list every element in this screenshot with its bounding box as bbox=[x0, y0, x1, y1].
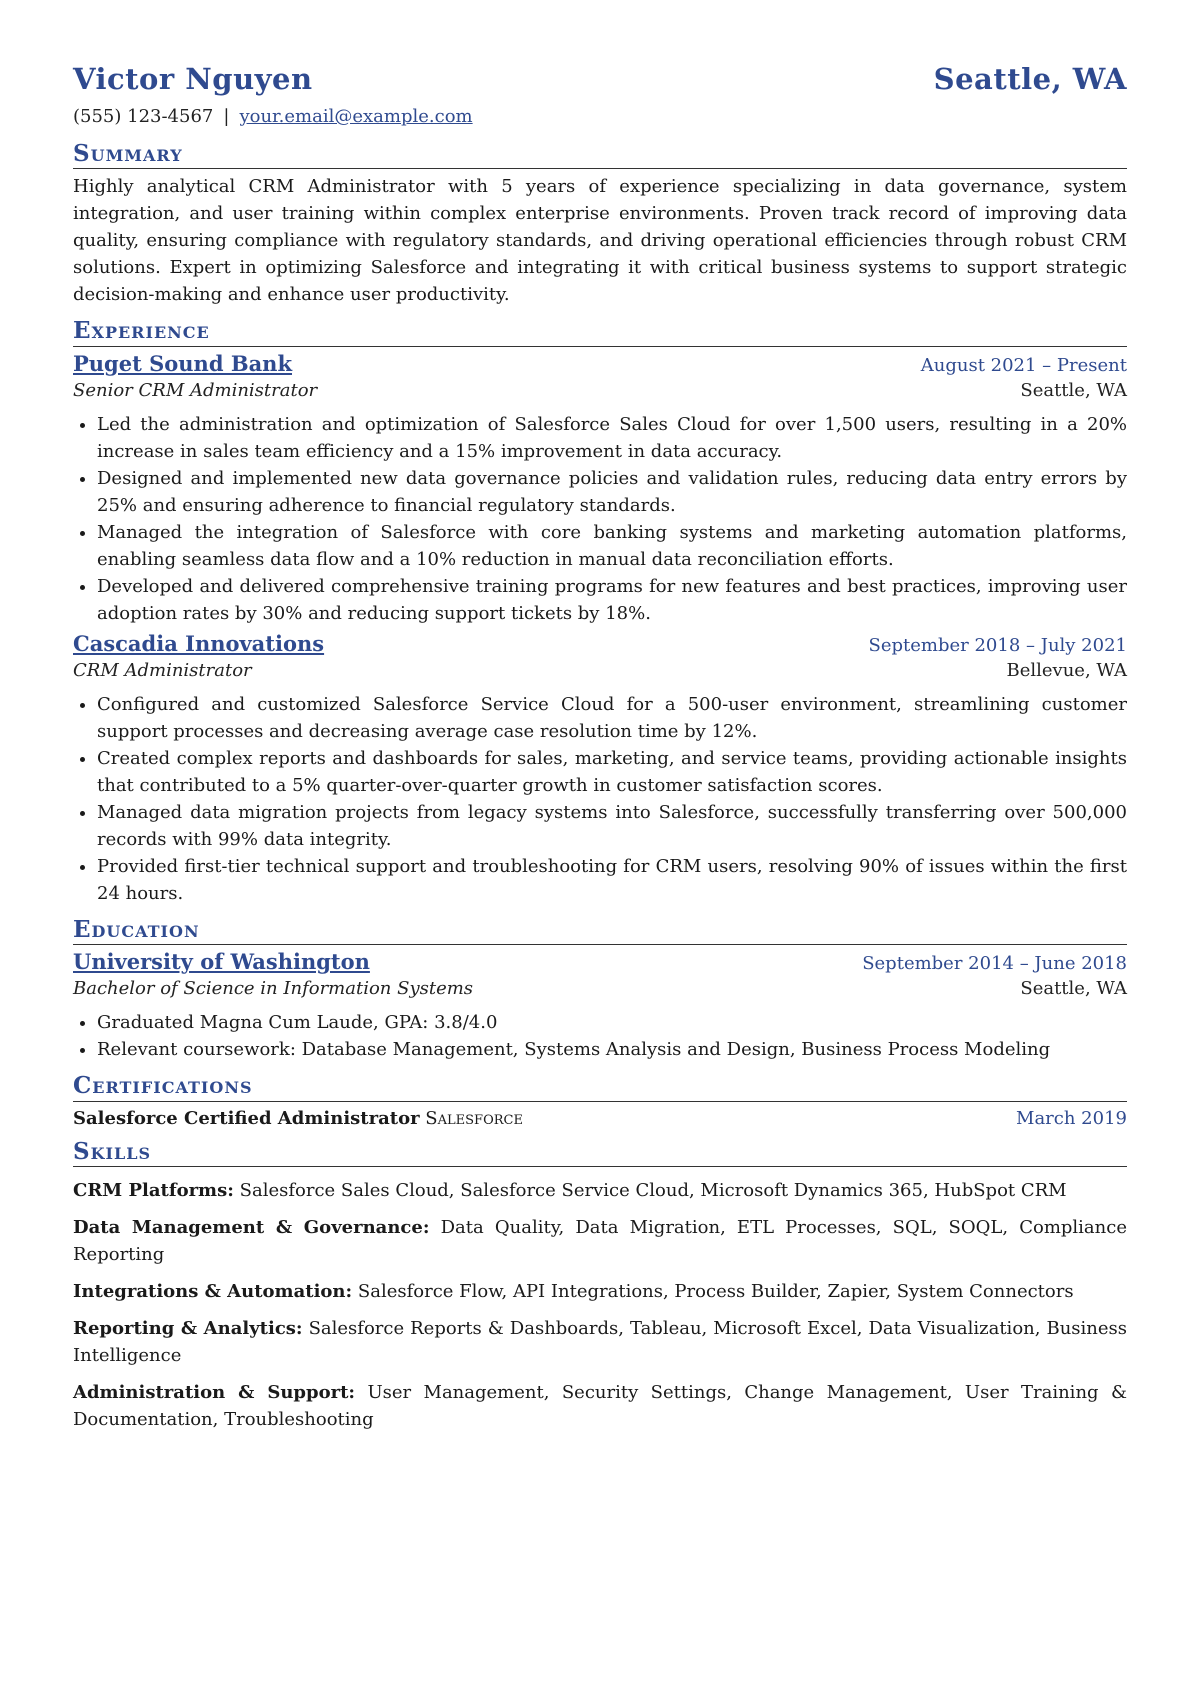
certifications-section bbox=[73, 1073, 1127, 1128]
skill-values: Salesforce Sales Cloud, Salesforce Service Cloud, Microsoft Dynamics 365, HubSpot CRM bbox=[239, 1180, 1067, 1202]
job-bullets bbox=[73, 691, 1127, 907]
section-title-summary: Summary bbox=[73, 141, 1127, 169]
job-header-row bbox=[73, 631, 1127, 656]
bullet-item: • Managed data migration projects from legacy systems into Salesforce, successfully transferring over 500,000 records with 99% data integrity. bbox=[97, 799, 1127, 853]
skill-category: Integrations & Automation: bbox=[73, 1281, 353, 1303]
education-subheader-row bbox=[73, 978, 1127, 999]
skill-values: Data Quality, Data Migration, ETL Processes, SQL, SOQL, Compliance Reporting bbox=[73, 1217, 1127, 1266]
skill-row bbox=[73, 1379, 1127, 1433]
bullet-item: • Developed and delivered comprehensive training programs for new features and best practices, improving user adoption rates by 30% and reducing support tickets by 18%. bbox=[97, 573, 1127, 627]
certification-date: March 2019 bbox=[1016, 1107, 1127, 1129]
job-header-row bbox=[73, 351, 1127, 376]
job-title: CRM Administrator bbox=[73, 659, 252, 681]
summary-section bbox=[73, 141, 1127, 308]
certification-label bbox=[73, 1108, 523, 1129]
job-location: Bellevue, WA bbox=[1006, 659, 1127, 681]
contact-line bbox=[73, 106, 1127, 127]
education-location: Seattle, WA bbox=[1020, 978, 1127, 1000]
education-dates: September 2014 – June 2018 bbox=[862, 953, 1127, 975]
contact-separator: | bbox=[223, 106, 230, 127]
job-dates: September 2018 – July 2021 bbox=[868, 634, 1127, 656]
skill-category: Data Management & Governance: bbox=[73, 1217, 430, 1239]
certification-issuer: Salesforce bbox=[425, 1107, 523, 1129]
certification-row bbox=[73, 1108, 1127, 1129]
section-title-education: Education bbox=[73, 917, 1127, 945]
resume-page bbox=[73, 62, 1127, 1433]
skill-row bbox=[73, 1315, 1127, 1369]
skill-values: Salesforce Reports & Dashboards, Tableau, Microsoft Excel, Data Visualization, Business Intelligence bbox=[73, 1318, 1128, 1367]
degree: Bachelor of Science in Information Systems bbox=[73, 978, 474, 1000]
job-subheader-row bbox=[73, 660, 1127, 681]
skill-row bbox=[73, 1278, 1127, 1305]
skills-section bbox=[73, 1139, 1127, 1433]
company-link[interactable]: Cascadia Innovations bbox=[73, 630, 325, 656]
bullet-item: • Created complex reports and dashboards for sales, marketing, and service teams, providing actionable insights that contributed to a 5% quarter-over-quarter growth in customer satisfaction scores. bbox=[97, 745, 1127, 799]
candidate-name: Victor Nguyen bbox=[73, 62, 313, 96]
skill-category: Administration & Support: bbox=[73, 1382, 356, 1404]
skill-category: CRM Platforms: bbox=[73, 1180, 234, 1202]
skill-row bbox=[73, 1214, 1127, 1268]
experience-section bbox=[73, 318, 1127, 906]
company-link[interactable]: Puget Sound Bank bbox=[73, 350, 292, 376]
bullet-item: • Managed the integration of Salesforce with core banking systems and marketing automation platforms, enabling seamless data flow and a 10% reduction in manual data reconciliation efforts. bbox=[97, 519, 1127, 573]
education-header-row bbox=[73, 949, 1127, 974]
section-title-experience: Experience bbox=[73, 318, 1127, 346]
candidate-location: Seattle, WA bbox=[933, 62, 1127, 96]
bullet-item: • Graduated Magna Cum Laude, GPA: 3.8/4.0 bbox=[97, 1009, 1127, 1036]
job-location: Seattle, WA bbox=[1020, 379, 1127, 401]
bullet-item: • Led the administration and optimization of Salesforce Sales Cloud for over 1,500 users, resulting in a 20% increase in sales team efficiency and a 15% improvement in data accuracy. bbox=[97, 411, 1127, 465]
education-entry bbox=[73, 949, 1127, 1063]
skill-row bbox=[73, 1177, 1127, 1204]
bullet-item: • Provided first-tier technical support and troubleshooting for CRM users, resolving 90% of issues within the first 24 hours. bbox=[97, 853, 1127, 907]
job-title: Senior CRM Administrator bbox=[73, 379, 318, 401]
certification-name: Salesforce Certified Administrator bbox=[73, 1107, 420, 1129]
section-title-certifications: Certifications bbox=[73, 1073, 1127, 1101]
email-link[interactable]: your.email@example.com bbox=[239, 106, 473, 127]
school-link[interactable]: University of Washington bbox=[73, 949, 370, 975]
job-entry bbox=[73, 351, 1127, 627]
job-bullets bbox=[73, 411, 1127, 627]
education-bullets bbox=[73, 1009, 1127, 1063]
summary-text: Highly analytical CRM Administrator with 5 years of experience specializing in data governance, system integration, and user training within complex enterprise environments. Proven track record of improving data quality, ensuring compliance with regulatory standards, and driving operational efficiencies through robust CRM solutions. Expert in optimizing Salesforce and integrating it with critical business systems to support strategic decision-making and enhance user productivity. bbox=[73, 176, 1127, 306]
bullet-item: • Configured and customized Salesforce Service Cloud for a 500-user environment, streamlining customer support processes and decreasing average case resolution time by 12%. bbox=[97, 691, 1127, 745]
bullet-item: • Relevant coursework: Database Management, Systems Analysis and Design, Business Process Modeling bbox=[97, 1036, 1127, 1063]
job-entry bbox=[73, 631, 1127, 907]
job-dates: August 2021 – Present bbox=[920, 354, 1127, 376]
skill-category: Reporting & Analytics: bbox=[73, 1318, 303, 1340]
section-title-skills: Skills bbox=[73, 1139, 1127, 1167]
resume-header bbox=[73, 62, 1127, 96]
skill-values: User Management, Security Settings, Change Management, User Training & Documentation, Troubleshooting bbox=[73, 1382, 1127, 1431]
skill-values: Salesforce Flow, API Integrations, Process Builder, Zapier, System Connectors bbox=[357, 1281, 1074, 1303]
bullet-item: • Designed and implemented new data governance policies and validation rules, reducing data entry errors by 25% and ensuring adherence to financial regulatory standards. bbox=[97, 465, 1127, 519]
education-section bbox=[73, 917, 1127, 1063]
job-subheader-row bbox=[73, 380, 1127, 401]
phone-number: (555) 123-4567 bbox=[73, 106, 214, 127]
